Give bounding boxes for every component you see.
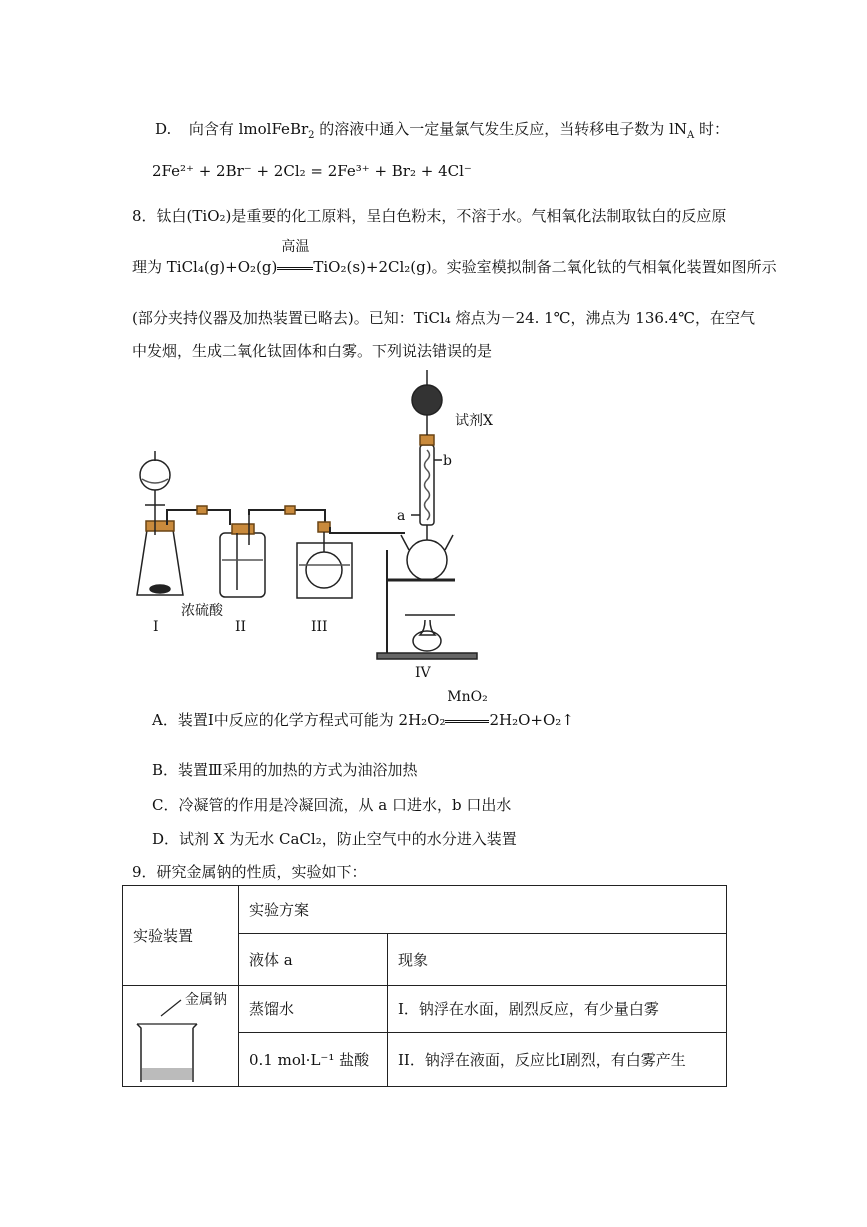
q8-option-a-text: A．装置Ⅰ中反应的化学方程式可能为 2H₂O₂ (152, 711, 446, 729)
q8-stem-line1: 8．钛白(TiO₂)是重要的化工原料，呈白色粉末，不溶于水。气相氧化法制取钛白的反应原 (132, 207, 727, 225)
q8-option-b: B．装置Ⅲ采用的加热的方式为油浴加热 (152, 761, 418, 779)
device-iv-flask (407, 540, 447, 580)
conc-sulfuric-acid-label: 浓硫酸 (181, 603, 223, 619)
q8-reaction-products: TiO₂(s)+2Cl₂(g)。实验室模拟制备二氧化钛的气相氧化装置如图所示 (313, 258, 777, 276)
device-i-funnel-bulb (140, 460, 170, 490)
q7-option-d (155, 118, 729, 141)
q8-reaction-reactants: 理为 TiCl₄(g)+O₂(g) (132, 258, 278, 276)
reagent-x-label: 试剂X (455, 413, 493, 429)
q7-d-na: lN (669, 120, 688, 138)
device-ii-label: II (235, 619, 247, 635)
row2-phenomenon: II．钠浮在液面，反应比Ⅰ剧烈，有白雾产生 (388, 1032, 727, 1086)
sodium-beaker-cell (123, 986, 239, 1087)
q7-d-text-b: 的溶液中通入一定量氯气发生反应，当转移电子数为 (319, 120, 665, 138)
header-device: 实验装置 (123, 886, 239, 986)
q7-d-reagent-sub: 2 (308, 130, 315, 141)
q7-d-reagent: lmolFeBr (238, 120, 309, 138)
device-i-label: I (153, 619, 159, 635)
q8-option-d: D．试剂 X 为无水 CaCl₂，防止空气中的水分进入装置 (152, 830, 517, 848)
q7-d-text-c: 时： (699, 120, 730, 138)
q7-d-text-a: 向含有 (188, 120, 234, 138)
q8-option-a-catalyst: MnO₂ (447, 689, 488, 705)
device-iv-condenser (420, 445, 434, 525)
device-iii-label: III (311, 619, 328, 635)
outlet-b-label: b (443, 453, 452, 469)
sodium-label: 金属钠 (185, 992, 227, 1008)
row1-liquid: 蒸馏水 (239, 986, 388, 1033)
inlet-a-label: a (397, 508, 406, 524)
q8-option-a-products: 2H₂O+O₂↑ (489, 711, 574, 729)
q8-stem-line2 (132, 239, 777, 277)
sodium-beaker-diagram (123, 986, 238, 1082)
row2-liquid: 0.1 mol·L⁻¹ 盐酸 (239, 1032, 388, 1086)
q8-stem-line3: (部分夹持仪器及加热装置已略去)。已知：TiCl₄ 熔点为－24. 1℃，沸点为 136.4℃，在空气 (132, 309, 756, 327)
apparatus-figure (125, 365, 525, 685)
header-liquid: 液体 a (239, 934, 388, 986)
q7-d-equation: 2Fe²⁺ + 2Br⁻ + 2Cl₂ = 2Fe³⁺ + Br₂ + 4Cl⁻ (152, 162, 472, 180)
header-phenomenon: 现象 (388, 934, 727, 986)
q8-option-a-arrow (445, 689, 489, 729)
q9-experiment-table (122, 885, 727, 1087)
q7-d-na-sub: A (687, 130, 695, 141)
q7-d-prefix: D. (155, 120, 172, 138)
row1-phenomenon: I．钠浮在水面，剧烈反应，有少量白雾 (388, 986, 727, 1033)
reagent-x-drying-tube (412, 385, 442, 415)
q9-title: 9．研究金属钠的性质，实验如下： (132, 863, 367, 881)
table-row (123, 986, 727, 1033)
q8-reaction-arrow (277, 239, 313, 276)
q8-reaction-condition: 高温 (281, 239, 310, 255)
device-ii-bottle (220, 533, 265, 597)
q8-option-a (152, 689, 574, 730)
q8-stem-line4: 中发烟，生成二氧化钛固体和白雾。下列说法错误的是 (132, 342, 493, 360)
header-plan: 实验方案 (239, 886, 727, 934)
q8-option-c: C．冷凝管的作用是冷凝回流，从 a 口进水，b 口出水 (152, 796, 512, 814)
device-iv-label: IV (415, 665, 431, 681)
